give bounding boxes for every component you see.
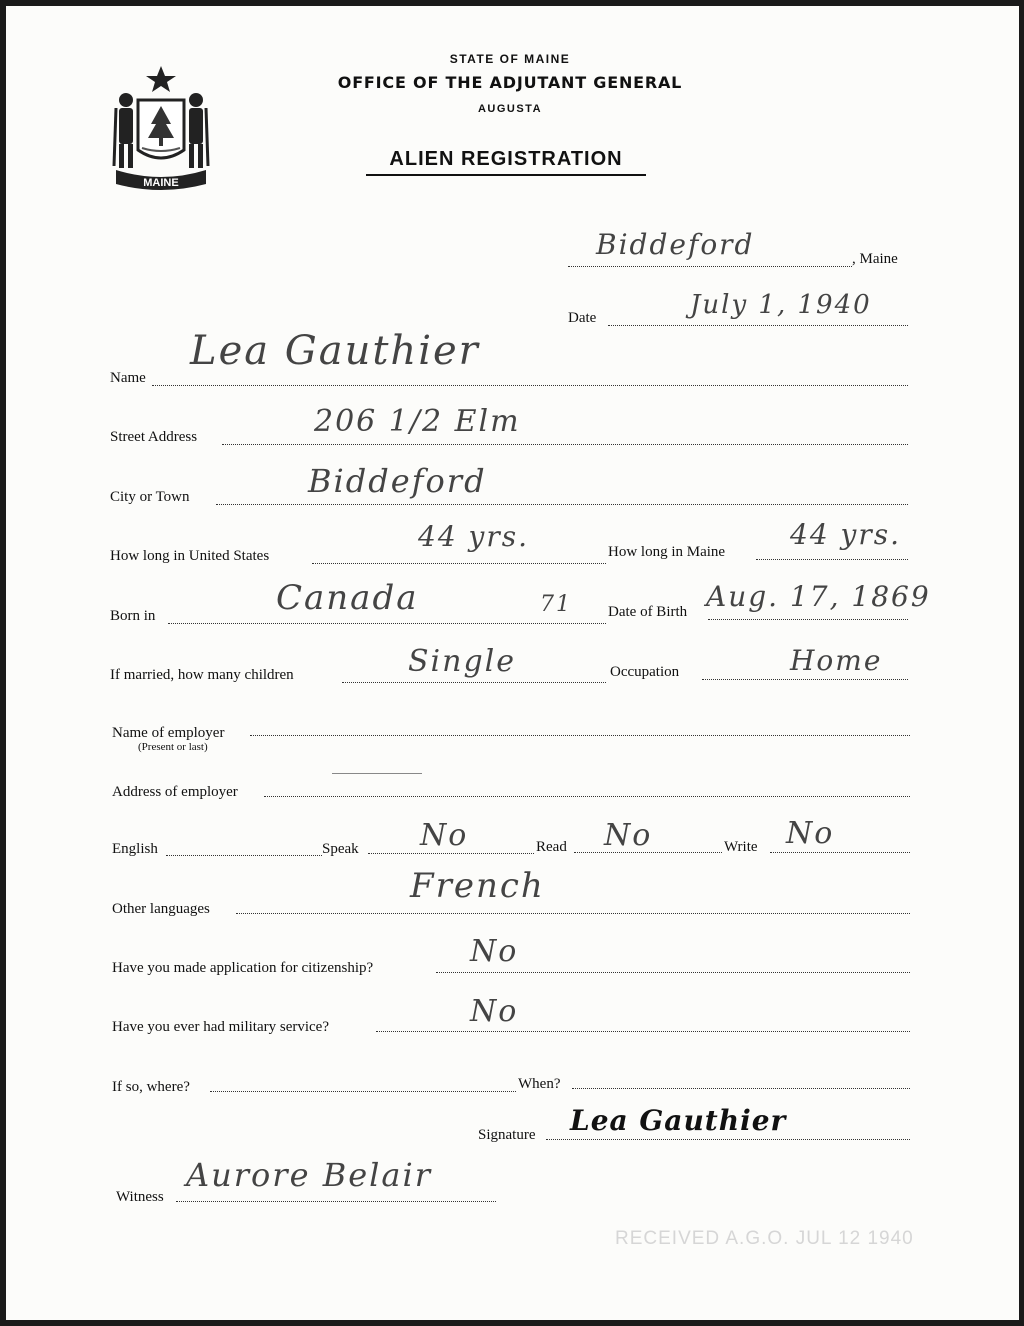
city-label: City or Town xyxy=(110,489,190,505)
town-field-line xyxy=(568,266,852,267)
name-entry: Lea Gauthier xyxy=(190,328,480,374)
witness-field-line xyxy=(176,1201,496,1202)
other-languages-field-line xyxy=(236,913,910,914)
military-entry: No xyxy=(470,994,519,1029)
city-field-line xyxy=(216,504,908,505)
how-long-us-entry: 44 yrs. xyxy=(418,520,530,553)
read-entry: No xyxy=(604,818,653,853)
speak-entry: No xyxy=(420,818,469,853)
street-entry: 206 1/2 Elm xyxy=(314,404,521,439)
how-long-maine-field-line xyxy=(756,559,908,560)
occupation-entry: Home xyxy=(790,644,883,677)
scan-border-right xyxy=(1019,0,1024,1326)
english-field-line xyxy=(166,855,322,856)
witness-entry: Aurore Belair xyxy=(186,1156,432,1194)
employer-address-field-line xyxy=(264,796,910,797)
maine-state-seal-icon xyxy=(108,62,214,192)
children-field-line xyxy=(342,682,606,683)
other-languages-entry: French xyxy=(410,866,545,906)
date-field-line xyxy=(608,325,908,326)
form-title: ALIEN REGISTRATION xyxy=(366,148,646,176)
write-label: Write xyxy=(724,839,758,855)
employer-address-label: Address of employer xyxy=(112,784,238,800)
header-state: STATE OF MAINE xyxy=(449,52,571,66)
employer-label: Name of employer xyxy=(112,725,225,741)
speak-field-line xyxy=(368,853,534,854)
where-label: If so, where? xyxy=(112,1079,190,1095)
signature-entry: Lea Gauthier xyxy=(570,1104,787,1137)
city-entry: Biddeford xyxy=(308,462,487,500)
signature-label: Signature xyxy=(478,1127,536,1143)
when-field-line xyxy=(572,1088,910,1089)
age-entry: 71 xyxy=(540,592,572,617)
witness-label: Witness xyxy=(116,1189,164,1205)
svg-text:MAINE: MAINE xyxy=(143,177,179,189)
employer-dash-mark xyxy=(332,773,422,774)
military-field-line xyxy=(376,1031,910,1032)
maine-label: , Maine xyxy=(852,251,898,267)
signature-field-line xyxy=(546,1139,910,1140)
date-of-birth-label: Date of Birth xyxy=(608,604,688,620)
name-field-line xyxy=(152,385,908,386)
street-field-line xyxy=(222,444,908,445)
scan-border-left xyxy=(0,0,6,1326)
born-in-field-line xyxy=(168,623,606,624)
military-label: Have you ever had military service? xyxy=(112,1019,329,1035)
where-field-line xyxy=(210,1091,516,1092)
employer-note: (Present or last) xyxy=(138,741,208,753)
when-label: When? xyxy=(518,1076,561,1092)
speak-label: Speak xyxy=(322,841,359,857)
occupation-label: Occupation xyxy=(610,664,680,680)
header-office: OFFICE OF THE ADJUTANT GENERAL xyxy=(337,73,683,92)
write-entry: No xyxy=(786,816,835,851)
other-languages-label: Other languages xyxy=(112,901,210,917)
employer-field-line xyxy=(250,735,910,736)
citizenship-field-line xyxy=(436,972,910,973)
occupation-field-line xyxy=(702,679,908,680)
how-long-us-label: How long in United States xyxy=(110,548,270,564)
date-of-birth-entry: Aug. 17, 1869 xyxy=(706,580,931,613)
born-in-label: Born in xyxy=(110,608,156,624)
children-label: If married, how many children xyxy=(110,667,294,683)
scan-border-bottom xyxy=(0,1320,1024,1326)
citizenship-label: Have you made application for citizenship? xyxy=(112,960,374,976)
read-label: Read xyxy=(536,839,567,855)
how-long-maine-label: How long in Maine xyxy=(608,544,726,560)
name-label: Name xyxy=(110,370,146,386)
how-long-maine-entry: 44 yrs. xyxy=(790,518,902,551)
children-entry: Single xyxy=(408,644,517,679)
how-long-us-field-line xyxy=(312,563,606,564)
born-in-entry: Canada xyxy=(276,578,419,618)
date-label: Date xyxy=(568,310,597,326)
street-label: Street Address xyxy=(110,429,198,445)
header-city: AUGUSTA xyxy=(477,103,543,115)
scan-border-top xyxy=(0,0,1024,6)
citizenship-entry: No xyxy=(470,934,519,969)
write-field-line xyxy=(770,852,910,853)
town-entry: Biddeford xyxy=(596,228,755,261)
date-of-birth-field-line xyxy=(708,619,908,620)
received-stamp: RECEIVED A.G.O. JUL 12 1940 xyxy=(615,1228,914,1249)
english-label: English xyxy=(112,841,158,857)
date-entry: July 1, 1940 xyxy=(690,290,872,320)
